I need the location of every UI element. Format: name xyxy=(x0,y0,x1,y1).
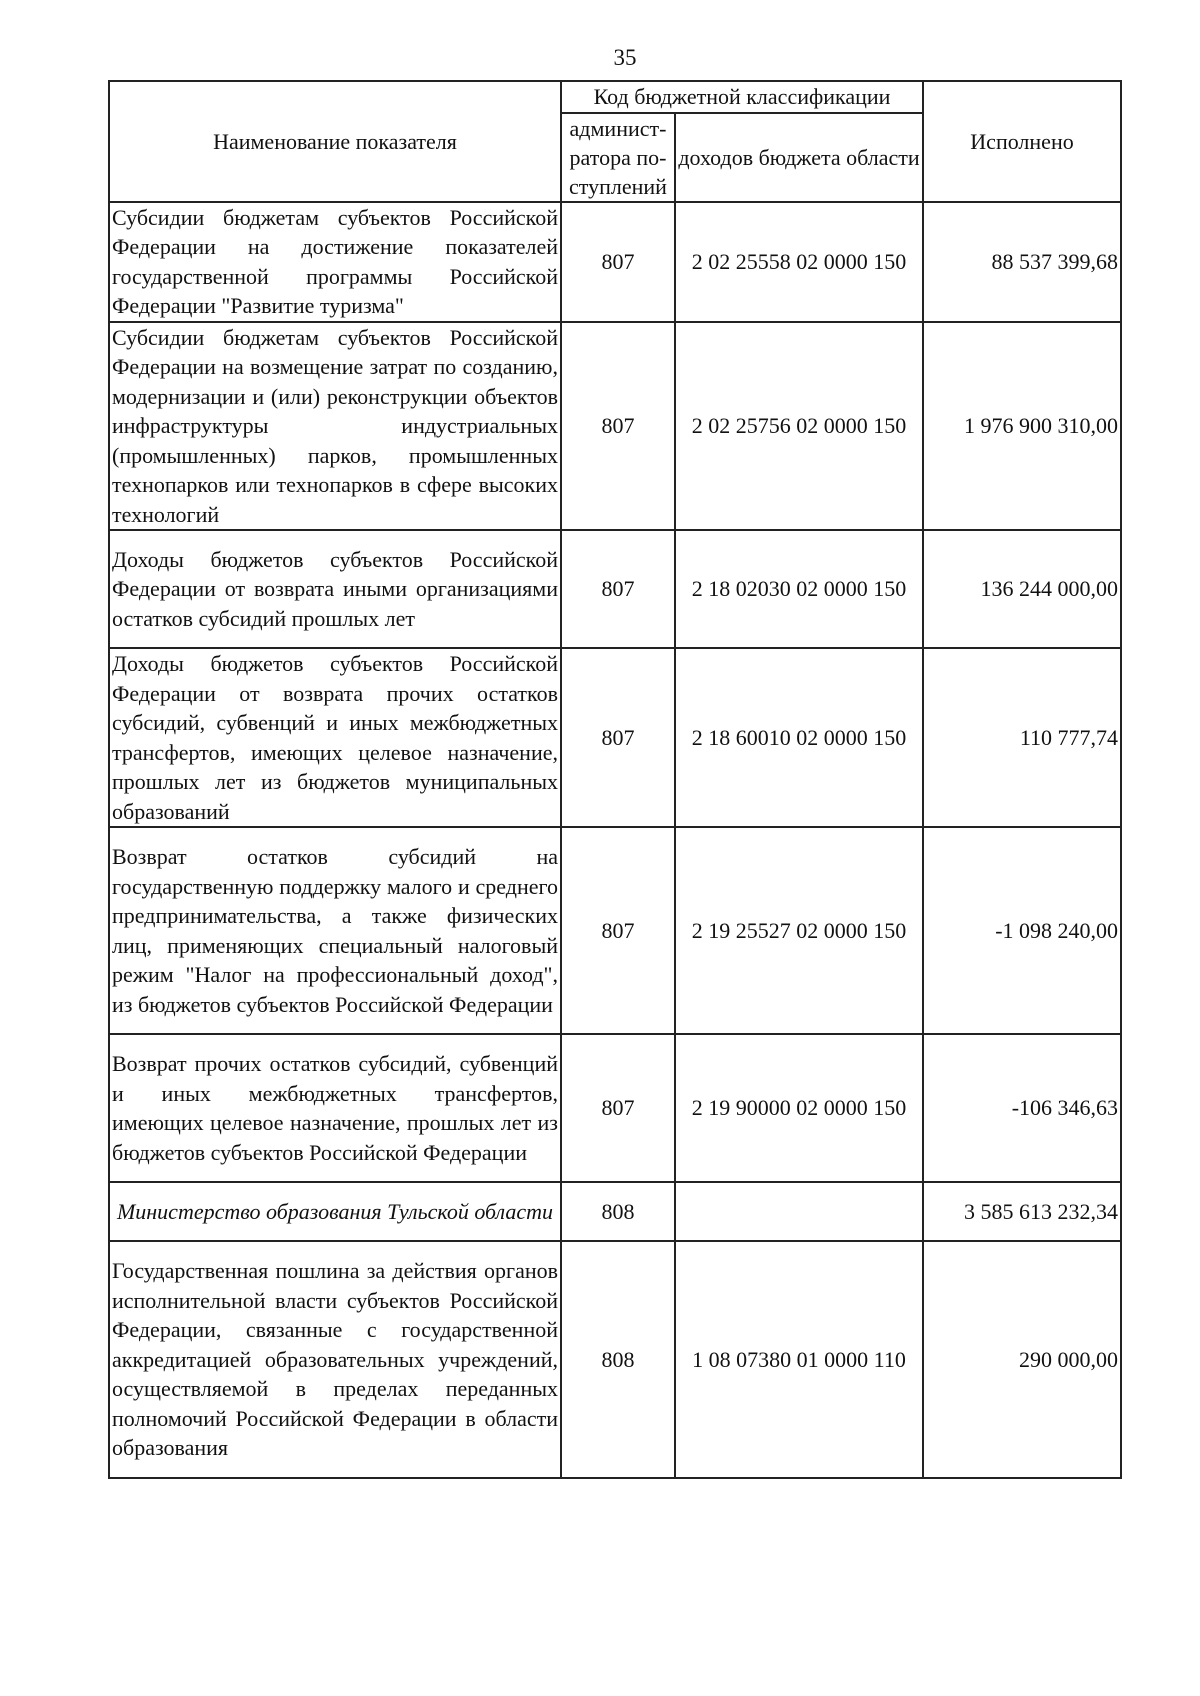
row-executed-amount: 290 000,00 xyxy=(923,1241,1121,1478)
table-row xyxy=(109,1241,1121,1478)
row-executed-amount: 1 976 900 310,00 xyxy=(923,322,1121,531)
table-row xyxy=(109,322,1121,531)
row-indicator-name: Доходы бюджетов субъектов Российской Федерации от возврата прочих остатков субсидий, субвенций и иных межбюджетных трансфертов, имеющих целевое назначение, прошлых лет из бюджетов муниципальных образований xyxy=(109,648,561,827)
row-income-code: 2 02 25558 02 0000 150 xyxy=(675,202,923,322)
row-indicator-name: Субсидии бюджетам субъектов Российской Федерации на возмещение затрат по созданию, модернизации и (или) реконструкции объектов инфраструктуры индустриальных (промышленных) парков, промышленных технопарков или технопарков в сфере высоких технологий xyxy=(109,322,561,531)
header-revenue-administrator-text: админист-ратора по-ступлений xyxy=(569,115,667,199)
row-admin-code: 807 xyxy=(561,827,675,1034)
row-income-code: 2 02 25756 02 0000 150 xyxy=(675,322,923,531)
budget-revenue-table xyxy=(108,80,1122,1479)
row-income-code: 1 08 07380 01 0000 110 xyxy=(675,1241,923,1478)
row-executed-amount: 110 777,74 xyxy=(923,648,1121,827)
table-row xyxy=(109,202,1121,322)
header-regional-budget-income: доходов бюджета области xyxy=(675,113,923,202)
row-income-code xyxy=(675,1182,923,1241)
row-indicator-name: Возврат прочих остатков субсидий, субвенций и иных межбюджетных трансфертов, имеющих целевое назначение, прошлых лет из бюджетов субъектов Российской Федерации xyxy=(109,1034,561,1182)
row-executed-amount: 136 244 000,00 xyxy=(923,530,1121,648)
row-executed-amount: -106 346,63 xyxy=(923,1034,1121,1182)
row-admin-code: 807 xyxy=(561,530,675,648)
row-admin-code: 808 xyxy=(561,1182,675,1241)
row-income-code: 2 18 60010 02 0000 150 xyxy=(675,648,923,827)
row-executed-amount: 88 537 399,68 xyxy=(923,202,1121,322)
row-executed-amount: 3 585 613 232,34 xyxy=(923,1182,1121,1241)
header-budget-classification-code: Код бюджетной классификации xyxy=(561,81,923,113)
table-row xyxy=(109,827,1121,1034)
row-indicator-name: Субсидии бюджетам субъектов Российской Федерации на достижение показателей государственной программы Российской Федерации "Развитие туризма" xyxy=(109,202,561,322)
row-admin-code: 807 xyxy=(561,648,675,827)
row-admin-code: 808 xyxy=(561,1241,675,1478)
row-admin-code: 807 xyxy=(561,322,675,531)
row-income-code: 2 18 02030 02 0000 150 xyxy=(675,530,923,648)
header-executed: Исполнено xyxy=(923,81,1121,202)
row-income-code: 2 19 25527 02 0000 150 xyxy=(675,827,923,1034)
row-admin-code: 807 xyxy=(561,202,675,322)
row-admin-code: 807 xyxy=(561,1034,675,1182)
row-indicator-name: Государственная пошлина за действия органов исполнительной власти субъектов Российской Федерации, связанные с государственной аккредитацией образовательных учреждений, осуществляемой в пределах переданных полномочий Российской Федерации в области образования xyxy=(109,1241,561,1478)
table-row xyxy=(109,648,1121,827)
header-row-top xyxy=(109,81,1121,113)
row-indicator-name: Возврат остатков субсидий на государственную поддержку малого и среднего предпринимательства, а также физических лиц, применяющих специальный налоговый режим "Налог на профессиональный доход", из бюджетов субъектов Российской Федерации xyxy=(109,827,561,1034)
header-indicator-name: Наименование показателя xyxy=(109,81,561,202)
table-row-section xyxy=(109,1182,1121,1241)
header-revenue-administrator xyxy=(561,113,675,202)
row-executed-amount: -1 098 240,00 xyxy=(923,827,1121,1034)
row-section-ministry-name: Министерство образования Тульской области xyxy=(109,1182,561,1241)
table-row xyxy=(109,530,1121,648)
row-income-code: 2 19 90000 02 0000 150 xyxy=(675,1034,923,1182)
row-indicator-name: Доходы бюджетов субъектов Российской Федерации от возврата иными организациями остатков субсидий прошлых лет xyxy=(109,530,561,648)
page-number: 35 xyxy=(613,45,637,70)
table-row xyxy=(109,1034,1121,1182)
